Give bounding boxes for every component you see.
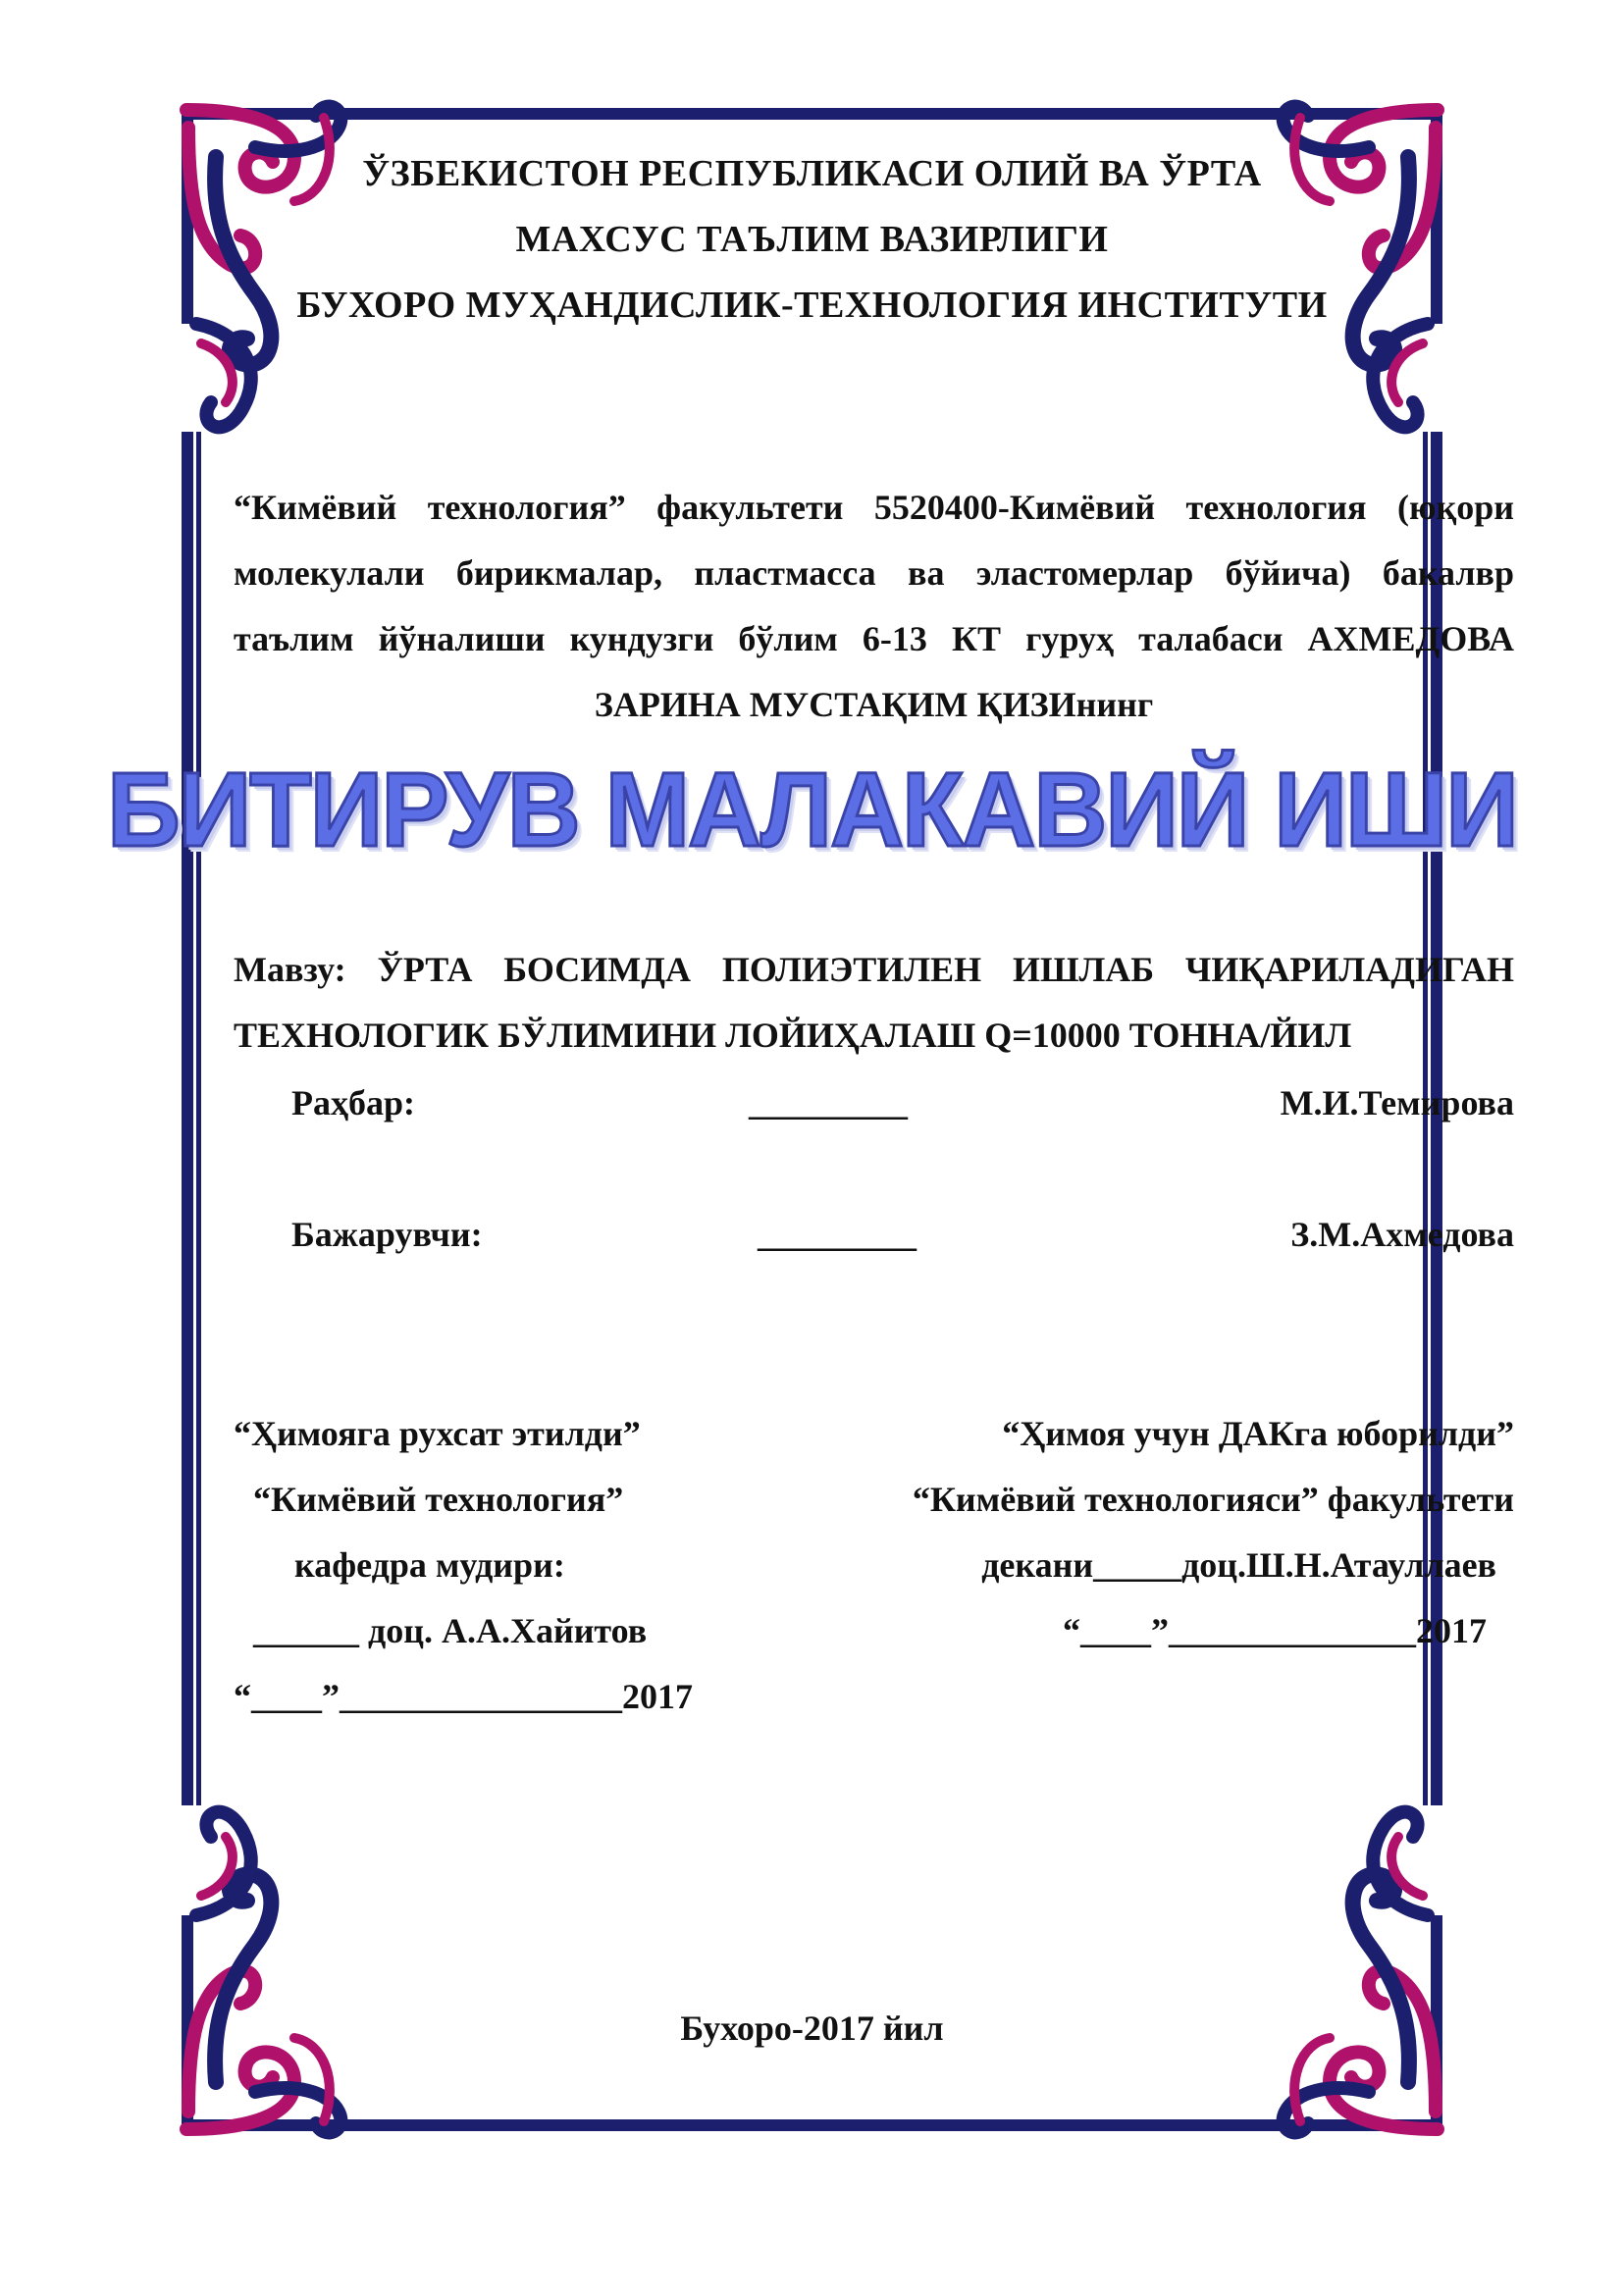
header-line-3: БУХОРО МУҲАНДИСЛИК-ТЕХНОЛОГИЯ ИНСТИТУТИ bbox=[296, 285, 1328, 326]
performer-name: З.М.Ахмедова bbox=[1290, 1215, 1514, 1254]
intro-line-1: “Кимёвий технология” факультети 5520400-Кимёвий технология (юқори bbox=[234, 488, 1514, 527]
footer-city-year: Бухоро-2017 йил bbox=[680, 2009, 944, 2048]
supervisor-label: Раҳбар: bbox=[291, 1083, 415, 1122]
left-approval-line-5: “____”________________2017 bbox=[234, 1677, 693, 1716]
header-line-1: ЎЗБЕКИСТОН РЕСПУБЛИКАСИ ОЛИЙ ВА ЎРТА bbox=[362, 153, 1262, 194]
performer-label: Бажарувчи: bbox=[291, 1215, 483, 1254]
topic-block bbox=[234, 937, 1514, 1069]
intro-paragraph bbox=[234, 475, 1514, 738]
left-approval-line-1: “Ҳимояга рухсат этилди” bbox=[234, 1414, 641, 1453]
topic-line-1: Мавзу: ЎРТА БОСИМДА ПОЛИЭТИЛЕН ИШЛАБ ЧИҚАРИЛАДИГАН bbox=[234, 950, 1514, 989]
intro-line-3: таълим йўналиши кундузги бўлим 6-13 КТ гуруҳ талабаси АХМЕДОВА bbox=[234, 619, 1514, 658]
topic-line-2: ТЕХНОЛОГИК БЎЛИМИНИ ЛОЙИҲАЛАШ Q=10000 ТОННА/ЙИЛ bbox=[234, 1016, 1352, 1055]
corner-ornament-bottom-right bbox=[1283, 1812, 1442, 2133]
right-approval-line-4: “____”______________2017 bbox=[1063, 1611, 1487, 1650]
supervisor-name: М.И.Темирова bbox=[1280, 1083, 1514, 1122]
left-approval-line-2: “Кимёвий технология” bbox=[253, 1480, 624, 1519]
left-approval-line-4: ______ доц. А.А.Хайитов bbox=[253, 1611, 648, 1650]
corner-ornament-bottom-left bbox=[182, 1812, 341, 2133]
right-approval-line-3: декани_____доц.Ш.Н.Атауллаев bbox=[981, 1545, 1496, 1585]
supervisor-signature-blank: _________ bbox=[749, 1083, 908, 1122]
right-approval-line-2: “Кимёвий технологияси” факультети bbox=[912, 1480, 1514, 1519]
right-approval-line-1: “Ҳимоя учун ДАКга юборилди” bbox=[1002, 1414, 1514, 1453]
intro-line-4: ЗАРИНА МУСТАҚИМ ҚИЗИнинг bbox=[594, 685, 1154, 724]
document-title: БИТИРУВ МАЛАКАВИЙ ИШИ bbox=[107, 750, 1517, 868]
header-line-2: МАХСУС ТАЪЛИМ ВАЗИРЛИГИ bbox=[515, 219, 1109, 260]
performer-signature-blank: _________ bbox=[758, 1215, 917, 1254]
left-approval-line-3: кафедра мудири: bbox=[294, 1545, 565, 1585]
intro-line-2: молекулали бирикмалар, пластмасса ва эластомерлар бўйича) бакалвр bbox=[234, 553, 1514, 593]
